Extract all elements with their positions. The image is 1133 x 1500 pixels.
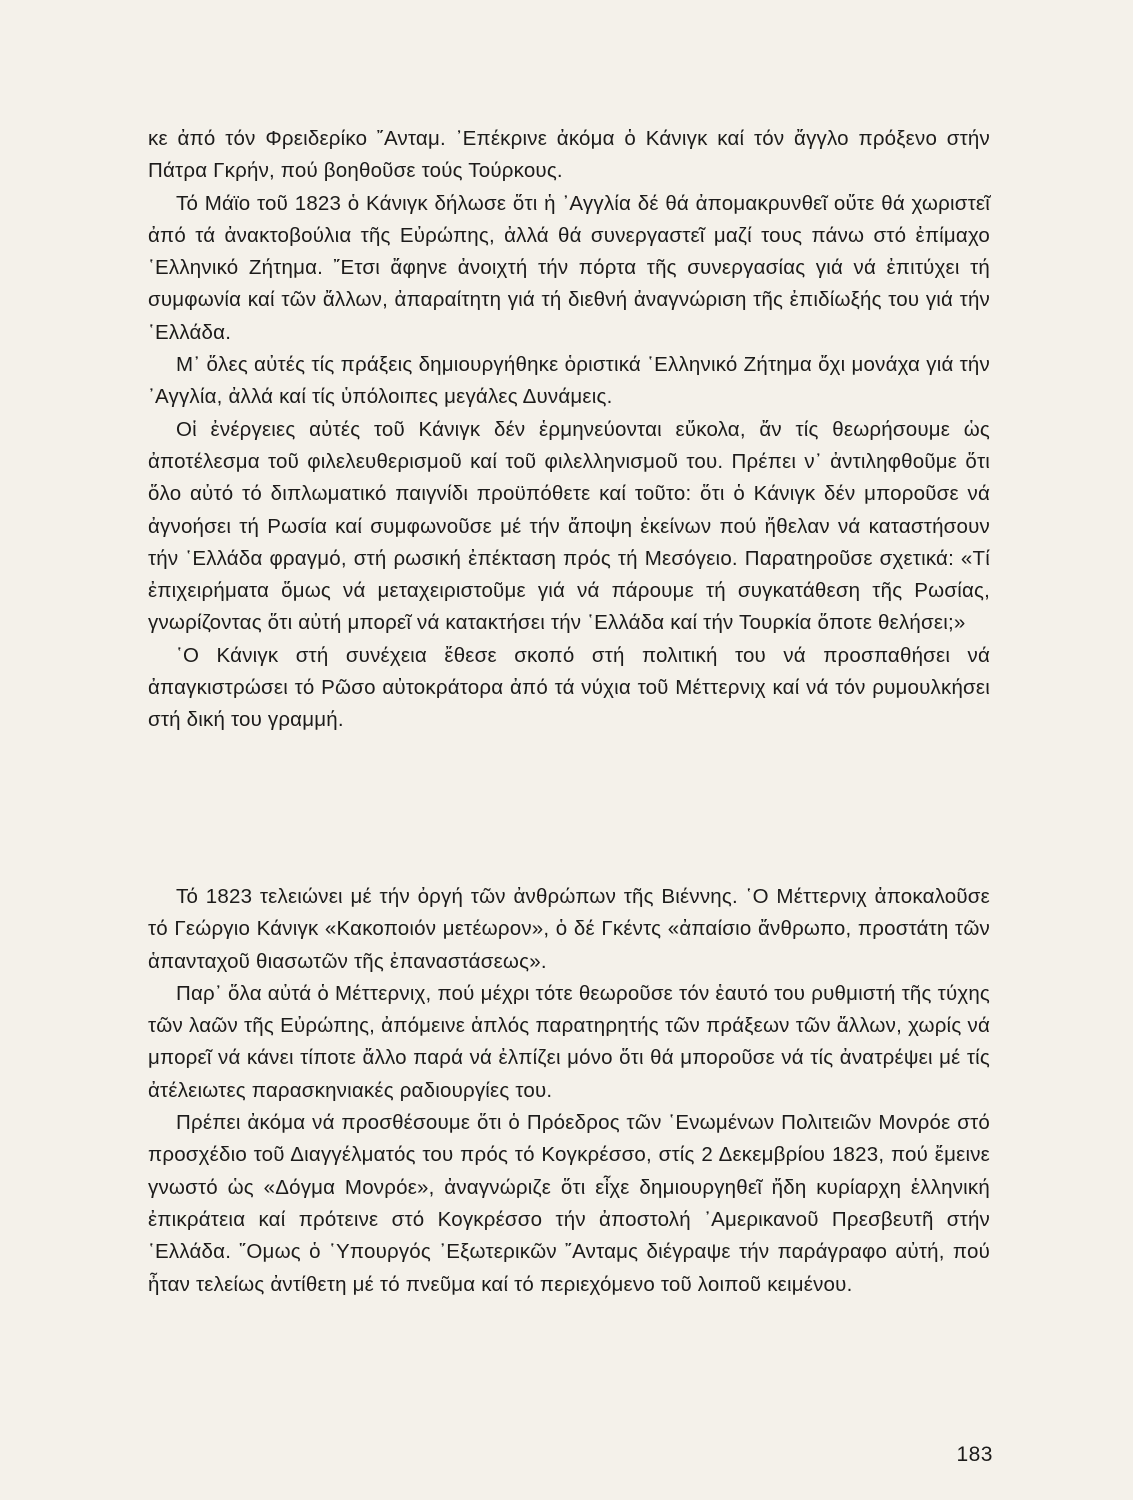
paragraph: Οἱ ἐνέργειες αὐτές τοῦ Κάνιγκ δέν ἑρμηνεύονται εὔκολα, ἄν τίς θεωρήσουμε ὡς ἀποτέλεσμα τοῦ φιλελευθερισμοῦ καί τοῦ φιλελληνισμοῦ του. Πρέπει ν᾿ ἀντιληφθοῦμε ὅτι ὅλο αὐτό τό διπλωματικό παιγνίδι προϋπόθετε καί τοῦτο: ὅτι ὁ Κάνιγκ δέν μποροῦσε νά ἀγνοήσει τή Ρωσία καί συμφωνοῦσε μέ τήν ἄποψη ἐκείνων πού ἤθελαν νά καταστήσουν τήν ῾Ελλάδα φραγμό, στή ρωσική ἐπέκταση πρός τή Μεσόγειο. Παρατηροῦσε σχετικά: «Τί ἐπιχειρήματα ὅμως νά μεταχειριστοῦμε γιά νά πάρουμε τή συγκατάθεση τῆς Ρωσίας, γνωρίζοντας ὅτι αὐτή μπορεῖ νά κατακτήσει τήν ῾Ελλάδα καί τήν Τουρκία ὅποτε θελήσει;»: [148, 417, 990, 635]
paragraph: Τό 1823 τελειώνει μέ τήν ὀργή τῶν ἀνθρώπων τῆς Βιέννης. ῾Ο Μέττερνιχ ἀποκαλοῦσε τό Γεώργιο Κάνιγκ «Κακοποιόν μετέωρον», ὁ δέ Γκέντς «ἀπαίσιο ἄνθρωπο, προστάτη τῶν ἁπανταχοῦ θιασωτῶν τῆς ἐπαναστάσεως».: [148, 885, 990, 973]
paragraph: ῾Ο Κάνιγκ στή συνέχεια ἔθεσε σκοπό στή πολιτική του νά προσπαθήσει νά ἀπαγκιστρώσει τό Ρῶσο αὐτοκράτορα ἀπό τά νύχια τοῦ Μέττερνιχ καί νά τόν ρυμουλκήσει στή δική του γραμμή.: [148, 643, 990, 732]
paragraph: Πρέπει ἀκόμα νά προσθέσουμε ὅτι ὁ Πρόεδρος τῶν ῾Ενωμένων Πολιτειῶν Μονρόε στό προσχέδιο τοῦ Διαγγέλματός του πρός τό Κογκρέσσο, στίς 2 Δεκεμβρίου 1823, πού ἔμεινε γνωστό ὡς «Δόγμα Μονρόε», ἀναγνώριζε ὅτι εἶχε δημιουργηθεῖ ἤδη κυρίαρχη ἑλληνική ἐπικράτεια καί πρότεινε στό Κογκρέσσο τήν ἀποστολή ᾿Αμερικανοῦ Πρεσβευτῆ στήν ῾Ελλάδα. ῞Ομως ὁ ῾Υπουργός ᾿Εξωτερικῶν ῎Ανταμς διέγραψε τήν παράγραφο αὐτή, πού ἦταν τελείως ἀντίθετη μέ τό πνεῦμα καί τό περιεχόμενο τοῦ λοιποῦ κειμένου.: [148, 1111, 990, 1296]
paragraph: Τό Μάϊο τοῦ 1823 ὁ Κάνιγκ δήλωσε ὅτι ἡ ᾿Αγγλία δέ θά ἀπομακρυνθεῖ οὔτε θά χωριστεῖ ἀπό τά ἀνακτοβούλια τῆς Εὐρώπης, ἀλλά θά συνεργαστεῖ μαζί τους πάνω στό ἐπίμαχο ῾Ελληνικό Ζήτημα. ῎Ετσι ἄφηνε ἀνοιχτή τήν πόρτα τῆς συνεργασίας γιά νά ἐπιτύχει τή συμφωνία καί τῶν ἄλλων, ἀπαραίτητη γιά τή διεθνή ἀναγνώριση τῆς ἐπιδίωξής του γιά τήν ῾Ελλάδα.: [148, 191, 990, 344]
paragraph: Μ᾿ ὅλες αὐτές τίς πράξεις δημιουργήθηκε ὁριστικά ῾Ελληνικό Ζήτημα ὄχι μονάχα γιά τήν ᾿Αγγλία, ἀλλά καί τίς ὑπόλοιπες μεγάλες Δυνάμεις.: [148, 353, 990, 409]
section-one: [148, 123, 990, 737]
section-two: [148, 881, 990, 1301]
paragraph-continuation: κε ἀπό τόν Φρειδερίκο ῎Ανταμ. ᾿Επέκρινε ἀκόμα ὁ Κάνιγκ καί τόν ἄγγλο πρόξενο στήν Πάτρα Γκρήν, πού βοηθοῦσε τούς Τούρκους.: [148, 127, 990, 183]
paragraph: Παρ᾿ ὅλα αὐτά ὁ Μέττερνιχ, πού μέχρι τότε θεωροῦσε τόν ἑαυτό του ρυθμιστή τῆς τύχης τῶν λαῶν τῆς Εὐρώπης, ἀπόμεινε ἁπλός παρατηρητής τῶν πράξεων τῶν ἄλλων, χωρίς νά μπορεῖ νά κάνει τίποτε ἄλλο παρά νά ἐλπίζει μόνο ὅτι θά μποροῦσε νά τίς ἀνατρέψει μέ τίς ἀτέλειωτες παρασκηνιακές ραδιουργίες του.: [148, 981, 990, 1102]
page-number: 183: [956, 1443, 993, 1466]
